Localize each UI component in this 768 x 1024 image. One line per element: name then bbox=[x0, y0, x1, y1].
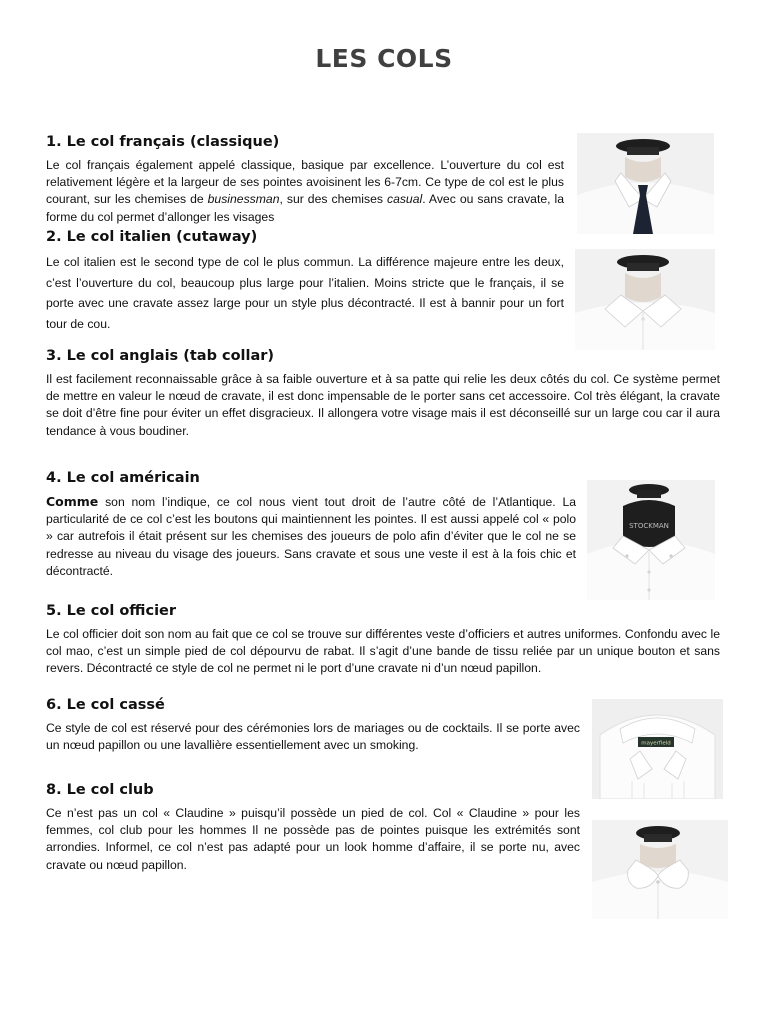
section-heading: 6. Le col cassé bbox=[46, 697, 165, 713]
section-heading: 4. Le col américain bbox=[46, 470, 200, 486]
section-heading: 1. Le col français (classique) bbox=[46, 134, 280, 150]
section-officer-collar bbox=[46, 603, 720, 678]
american-collar-photo bbox=[587, 480, 715, 600]
section-body: Il est facilement reconnaissable grâce à sa faible ouverture et à sa patte qui relie les deux côtés du col. Ce système permet de mettre en valeur le nœud de cravate, il est donc impensable de le porter sans cet accessoire. Col très élégant, la cravate se doit d’être fine pour éviter un effet disgracieux. Il allongera votre visage mais il est déconseillé sur un large cou car il aura tendance à vous boudiner. bbox=[46, 372, 720, 438]
italian-collar-photo bbox=[575, 249, 715, 350]
section-body: Ce style de col est réservé pour des cérémonies lors de mariages ou de cocktails. Il se porte avec un nœud papillon ou une lavallière essentiellement avec un smoking. bbox=[46, 721, 580, 753]
section-heading: 3. Le col anglais (tab collar) bbox=[46, 348, 275, 364]
section-italian-collar bbox=[46, 229, 564, 334]
section-body: Ce n’est pas un col « Claudine » puisqu’il possède un pied de col. Col « Claudine » pour les femmes, col club pour les hommes Il ne possède pas de pointes puisque les extrémités sont arrondies. Informel, ce col n’est pas adapté pour un look homme d’affaire, il se porte nu, avec cravate ou nœud papillon. bbox=[46, 806, 580, 872]
section-broken-collar bbox=[46, 697, 580, 754]
section-heading: 5. Le col officier bbox=[46, 603, 177, 619]
mannequin-label: STOCKMAN bbox=[629, 522, 669, 530]
section-heading: 2. Le col italien (cutaway) bbox=[46, 229, 258, 245]
section-club-collar bbox=[46, 782, 580, 874]
section-body: Le col français également appelé classique, basique par excellence. L’ouverture du col est relativement légère et la largeur de ses pointes avoisinent les 6-7cm. Ce type de col est le plus courant, sur les chemises de businessman, sur des chemises casual. Avec ou sans cravate, la forme du col permet d’allonger les visages bbox=[46, 158, 564, 224]
section-body: Le col italien est le second type de col le plus commun. La différence majeure entre les deux, c’est l’ouverture du col, beaucoup plus large pour l’italien. Moins stricte que le français, il se porte avec une cravate assez large pour un style plus décontracté. Il est à bannir pour un fort tour de cou. bbox=[46, 255, 564, 331]
section-body: Comme son nom l’indique, ce col nous vient tout droit de l’autre côté de l’Atlantique. La particularité de ce col c’est les boutons qui maintiennent les pointes. Il est aussi appelé col « polo » car autrefois il était présent sur les chemises des joueurs de polo afin d’éviter que le col ne se redresse au niveau du visage des joueurs. Sans cravate et sous une veste il est à la fois chic et décontracté. bbox=[46, 494, 576, 578]
section-french-collar bbox=[46, 134, 564, 226]
section-american-collar bbox=[46, 470, 576, 580]
french-collar-photo bbox=[577, 133, 714, 234]
section-heading: 8. Le col club bbox=[46, 782, 154, 798]
section-body: Le col officier doit son nom au fait que ce col se trouve sur différentes veste d’officiers et autres uniformes. Confondu avec le col mao, c’est un simple pied de col dépourvu de rabat. Il s’agit d’une bande de tissu reliée par un unique bouton et sans revers. Décontracté ce style de col ne permet ni le port d’une cravate ni d’un nœud papillon. bbox=[46, 627, 720, 676]
shirt-label: mayerfield bbox=[641, 740, 671, 747]
club-collar-photo bbox=[592, 820, 728, 919]
section-english-collar bbox=[46, 348, 720, 440]
broken-collar-photo bbox=[592, 699, 723, 799]
page-title: LES COLS bbox=[315, 44, 453, 73]
